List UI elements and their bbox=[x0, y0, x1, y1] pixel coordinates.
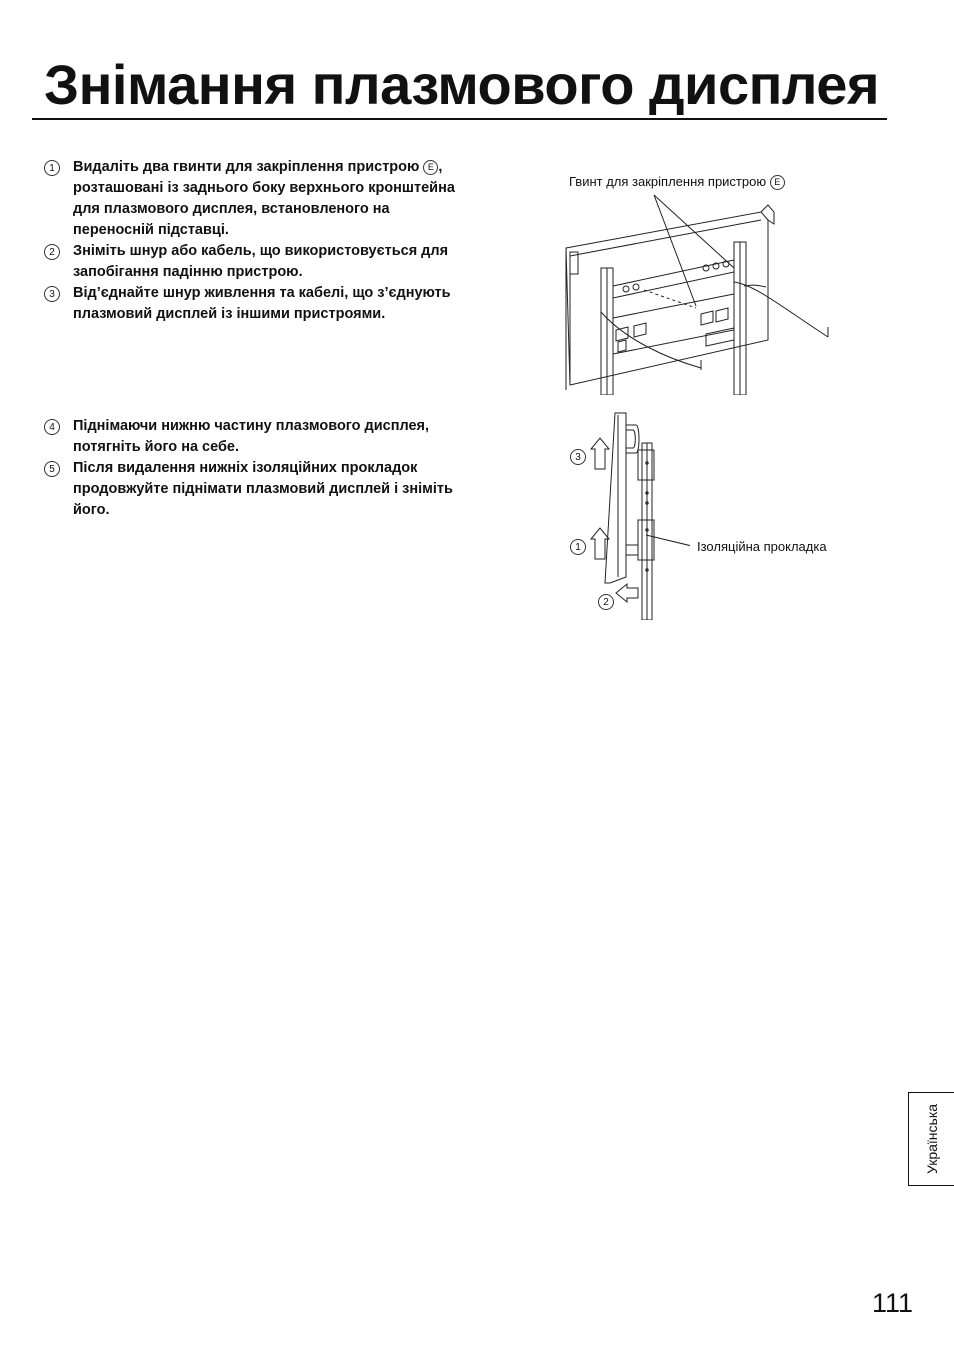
step-3 bbox=[44, 283, 474, 325]
step-1 bbox=[44, 157, 474, 241]
step-2 bbox=[44, 241, 474, 283]
figure2-label: Ізоляційна прокладка bbox=[697, 539, 827, 554]
marker-3: 3 bbox=[570, 449, 586, 465]
step-text: Видаліть два гвинти для закріплення пристрою bbox=[73, 159, 424, 175]
step-number: 1 bbox=[44, 160, 60, 176]
page-number: 111 bbox=[872, 1288, 914, 1318]
step-text-continued: , розташовані із заднього боку верхнього кронштейна для плазмового дисплея, встановленого на переносній підставці. bbox=[73, 159, 455, 238]
stand-rear-illustration bbox=[556, 190, 846, 395]
language-tab bbox=[908, 1092, 954, 1186]
step-text: Від’єднайте шнур живлення та кабелі, що з’єднують плазмовий дисплей із іншими пристроями. bbox=[73, 285, 451, 322]
step-number: 3 bbox=[44, 286, 60, 302]
page-title: Знімання плазмового дисплея bbox=[44, 53, 880, 116]
step-5 bbox=[44, 458, 474, 521]
step-4 bbox=[44, 416, 474, 458]
step-number: 2 bbox=[44, 244, 60, 260]
marker-1: 1 bbox=[570, 539, 586, 555]
step-text: Піднімаючи нижню частину плазмового дисплея, потягніть його на себе. bbox=[73, 418, 430, 455]
marker-2: 2 bbox=[598, 594, 614, 610]
lift-display-illustration bbox=[560, 405, 690, 620]
steps-list-first bbox=[44, 157, 474, 325]
steps-list-second bbox=[44, 416, 474, 521]
step-number: 5 bbox=[44, 461, 60, 477]
step-text: Зніміть шнур або кабель, що використовується для запобігання падінню пристрою. bbox=[73, 243, 449, 280]
language-tab-label: Українська bbox=[923, 1103, 940, 1175]
circled-letter-badge: E bbox=[770, 175, 785, 190]
title-underline bbox=[32, 118, 887, 120]
figure1-label: Гвинт для закріплення пристрою E bbox=[569, 174, 785, 190]
step-text: Після видалення нижніх ізоляційних прокладок продовжуйте піднімати плазмовий дисплей і зніміть його. bbox=[73, 460, 453, 518]
circled-letter-badge: E bbox=[423, 160, 438, 175]
step-number: 4 bbox=[44, 419, 60, 435]
